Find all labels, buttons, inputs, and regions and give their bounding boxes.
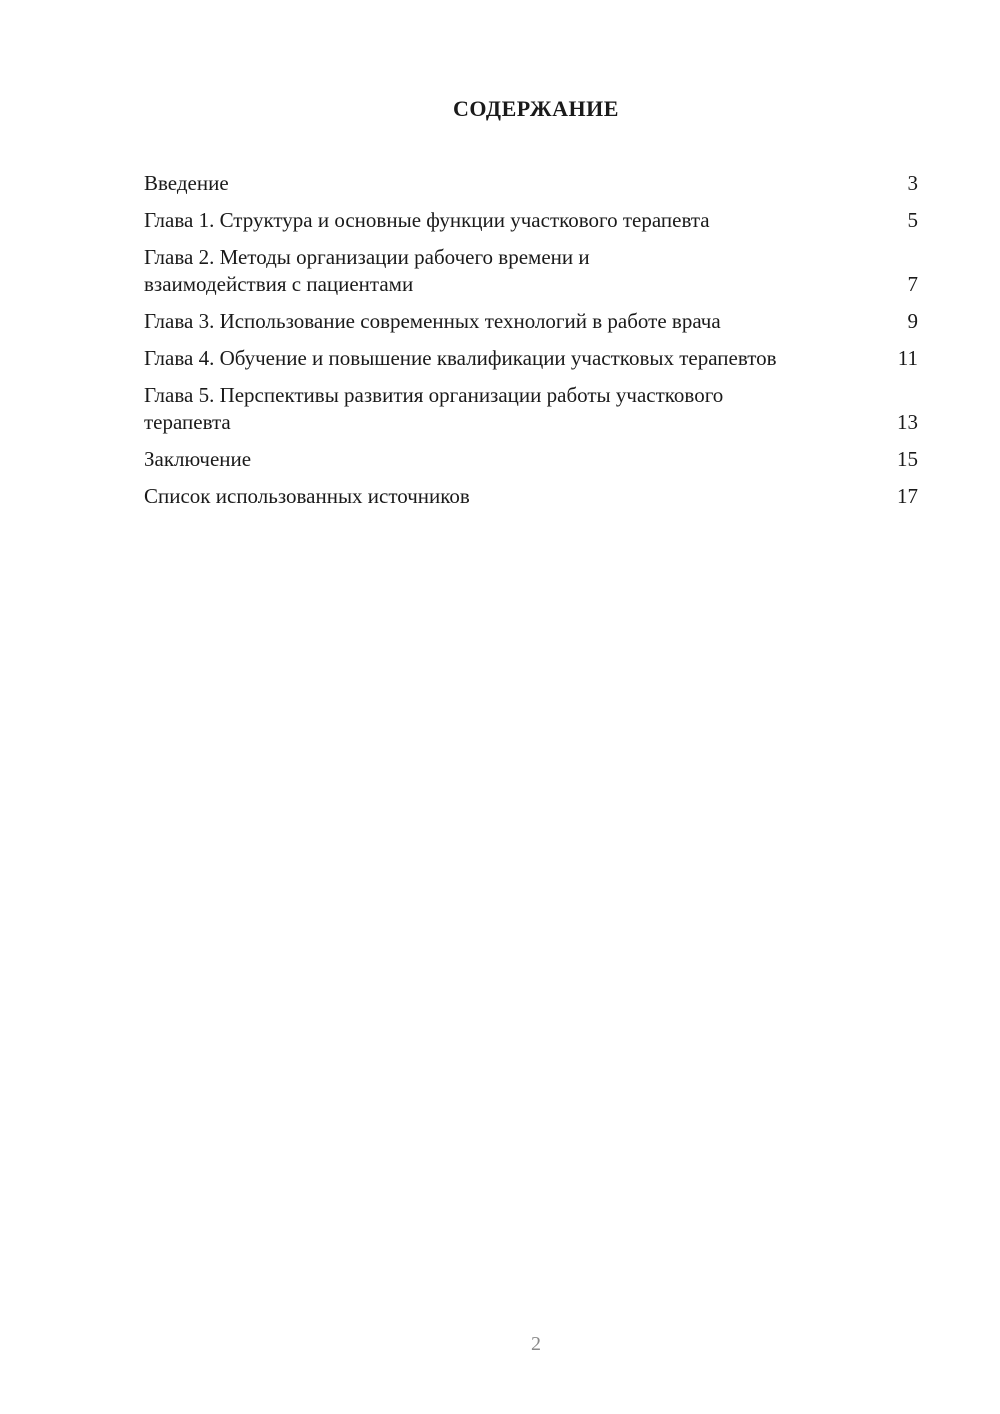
toc-entry-page: 13 <box>897 410 918 434</box>
toc-title: СОДЕРЖАНИЕ <box>453 96 619 121</box>
toc-entry-page: 15 <box>897 447 918 471</box>
toc-entry-chapter-4 <box>144 345 918 372</box>
toc-entry-page: 17 <box>897 484 918 508</box>
toc-entry-text: Глава 1. Структура и основные функции участкового терапевта <box>144 208 710 232</box>
toc-entry-page: 7 <box>907 272 918 296</box>
toc-entry-chapter-3 <box>144 308 918 335</box>
toc-entry-chapter-1 <box>144 207 918 234</box>
toc-entry-text: Глава 3. Использование современных технологий в работе врача <box>144 309 721 333</box>
toc-entry-page: 3 <box>907 171 918 195</box>
toc-entry-page: 9 <box>907 309 918 333</box>
toc-entry-page: 11 <box>897 346 918 370</box>
toc-entry-text: Введение <box>144 171 229 195</box>
toc-entry-page: 5 <box>907 208 918 232</box>
toc-entry-text: Заключение <box>144 447 252 471</box>
table-of-contents <box>144 170 918 520</box>
toc-entry-text: Глава 5. Перспективы развития организации работы участкового терапевта <box>144 383 724 434</box>
toc-entry-text: Список использованных источников <box>144 484 470 508</box>
toc-entry-introduction <box>144 170 918 197</box>
toc-entry-chapter-5 <box>144 382 918 436</box>
toc-entry-references <box>144 483 918 510</box>
toc-entry-text: Глава 4. Обучение и повышение квалификации участковых терапевтов <box>144 346 777 370</box>
toc-entry-text: Глава 2. Методы организации рабочего времени и взаимодействия с пациентами <box>144 245 590 296</box>
toc-entry-conclusion <box>144 446 918 473</box>
page-number: 2 <box>531 1333 541 1355</box>
toc-entry-chapter-2 <box>144 244 918 298</box>
